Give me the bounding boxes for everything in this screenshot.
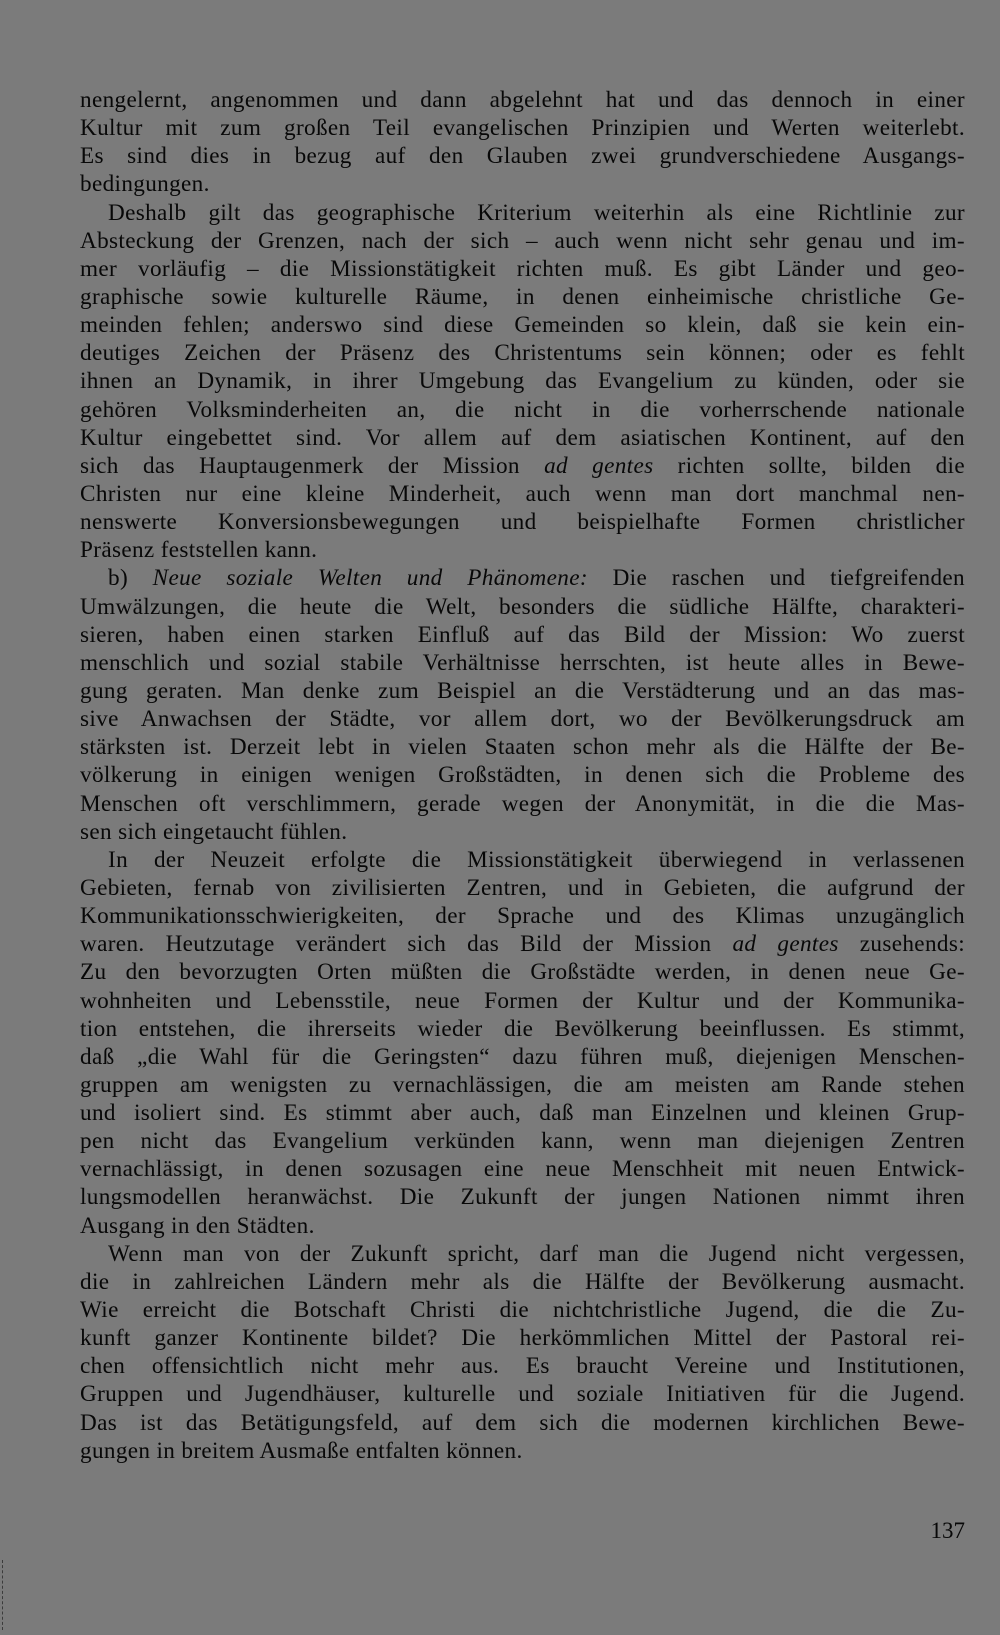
text-line: bedingungen. [80, 171, 210, 198]
text-line-pre: b) [108, 565, 153, 592]
text-line: Kultur mit zum großen Teil evangelischen Prinzipien und Werten weiterlebt. [80, 115, 965, 142]
text-line [80, 452, 965, 480]
text-line: Gruppen und Jugendhäuser, kulturelle und soziale Initiativen für die Jugend. [80, 1381, 965, 1408]
text-line: deutiges Zeichen der Präsenz des Christentums sein können; oder es fehlt [80, 340, 965, 367]
text-line: gung geraten. Man denke zum Beispiel an die Verstädterung und an das mas- [80, 677, 965, 704]
text-line: stärksten ist. Derzeit lebt in vielen Staaten schon mehr als die Hälfte der Be- [80, 734, 965, 761]
text-line: völkerung in einigen wenigen Großstädten, in denen sich die Probleme des [80, 762, 965, 789]
text-line: vernachlässigt, in denen sozusagen eine neue Menschheit mit neuen Entwick- [80, 1156, 965, 1183]
text-line: ihnen an Dynamik, in ihrer Umgebung das Evangelium zu künden, oder sie [80, 368, 965, 395]
text-line: gungen in breitem Ausmaße entfalten können. [80, 1437, 523, 1464]
text-line: Gebieten, fernab von zivilisierten Zentren, und in Gebieten, die aufgrund der [80, 874, 965, 901]
text-line: nenswerte Konversionsbewegungen und beispielhafte Formen christlicher [80, 509, 965, 536]
text-line: Ausgang in den Städten. [80, 1212, 315, 1239]
text-line: sieren, haben einen starken Einfluß auf das Bild der Mission: Wo zuerst [80, 621, 965, 648]
text-line: und isoliert sind. Es stimmt aber auch, daß man Einzelnen und kleinen Grup- [80, 1100, 965, 1127]
text-line: gehören Volksminderheiten an, die nicht in die vorherrschende nationale [80, 396, 965, 423]
text-line: In der Neuzeit erfolgte die Missionstätigkeit überwiegend in verlassenen [108, 846, 965, 873]
text-line: daß „die Wahl für die Geringsten“ dazu führen muß, diejenigen Menschen- [80, 1043, 965, 1070]
text-line: Wie erreicht die Botschaft Christi die nichtchristliche Jugend, die die Zu- [80, 1297, 965, 1324]
italic-term: ad gentes [732, 931, 839, 958]
text-line-pre: sich das Hauptaugenmerk der Mission [80, 452, 545, 479]
text-line: die in zahlreichen Ländern mehr als die Hälfte der Bevölkerung ausmacht. [80, 1268, 965, 1295]
text-line-post: richten sollte, bilden die [653, 452, 965, 479]
italic-heading: Neue soziale Welten und Phänomene: [152, 565, 588, 592]
text-line: Kommunikationsschwierigkeiten, der Sprache und des Klimas unzugänglich [80, 903, 965, 930]
text-line: graphische sowie kulturelle Räume, in denen einheimische christliche Ge- [80, 283, 965, 310]
text-line: pen nicht das Evangelium verkünden kann, wenn man diejenigen Zentren [80, 1128, 965, 1155]
text-line: Umwälzungen, die heute die Welt, besonders die südliche Hälfte, charakteri- [80, 593, 965, 620]
text-line: lungsmodellen heranwächst. Die Zukunft der jungen Nationen nimmt ihren [80, 1184, 965, 1211]
text-line: sen sich eingetaucht fühlen. [80, 818, 348, 845]
text-line: Das ist das Betätigungsfeld, auf dem sich die modernen kirchlichen Bewe- [80, 1409, 965, 1436]
text-line: tion entstehen, die ihrerseits wieder die Bevölkerung beeinflussen. Es stimmt, [80, 1015, 965, 1042]
page-number: 137 [930, 1518, 965, 1543]
text-line: menschlich und sozial stabile Verhältnisse herrschten, ist heute alles in Bewe- [80, 649, 965, 676]
text-line: Wenn man von der Zukunft spricht, darf man die Jugend nicht vergessen, [108, 1240, 965, 1267]
text-line: Präsenz feststellen kann. [80, 537, 318, 564]
text-line: sive Anwachsen der Städte, vor allem dort, wo der Bevölkerungsdruck am [80, 706, 965, 733]
text-line: chen offensichtlich nicht mehr aus. Es braucht Vereine und Institutionen, [80, 1353, 965, 1380]
text-line: Absteckung der Grenzen, nach der sich – auch wenn nicht sehr genau und im- [80, 227, 965, 254]
text-line: wohnheiten und Lebensstile, neue Formen der Kultur und der Kommunika- [80, 987, 965, 1014]
text-line-post: Die raschen und tiefgreifenden [587, 565, 966, 592]
text-line: Kultur eingebettet sind. Vor allem auf dem asiatischen Kontinent, auf den [80, 424, 965, 451]
text-line: kunft ganzer Kontinente bildet? Die herkömmlichen Mittel der Pastoral rei- [80, 1325, 965, 1352]
section-heading-line [80, 564, 965, 592]
text-line-pre: waren. Heutzutage verändert sich das Bild der Mission [80, 931, 733, 958]
body-text [80, 86, 965, 1465]
italic-term: ad gentes [544, 452, 654, 479]
text-line: Zu den bevorzugten Orten müßten die Großstädte werden, in denen neue Ge- [80, 959, 965, 986]
text-line: Es sind dies in bezug auf den Glauben zwei grundverschiedene Ausgangs- [80, 143, 965, 170]
text-line: mer vorläufig – die Missionstätigkeit richten muß. Es gibt Länder und geo- [80, 255, 965, 282]
text-line: meinden fehlen; anderswo sind diese Gemeinden so klein, daß sie kein ein- [80, 312, 965, 339]
text-line: nengelernt, angenommen und dann abgelehnt hat und das dennoch in einer [80, 87, 965, 113]
text-line [80, 930, 965, 958]
text-line: Menschen oft verschlimmern, gerade wegen der Anonymität, in die die Mas- [80, 790, 965, 817]
text-line-post: zusehends: [838, 931, 966, 958]
text-line: Deshalb gilt das geographische Kriterium weiterhin als eine Richtlinie zur [108, 199, 965, 226]
text-line: gruppen am wenigsten zu vernachlässigen, die am meisten am Rande stehen [80, 1071, 965, 1098]
text-line: Christen nur eine kleine Minderheit, auch wenn man dort manchmal nen- [80, 480, 965, 507]
scan-edge-mark [2, 1560, 4, 1630]
